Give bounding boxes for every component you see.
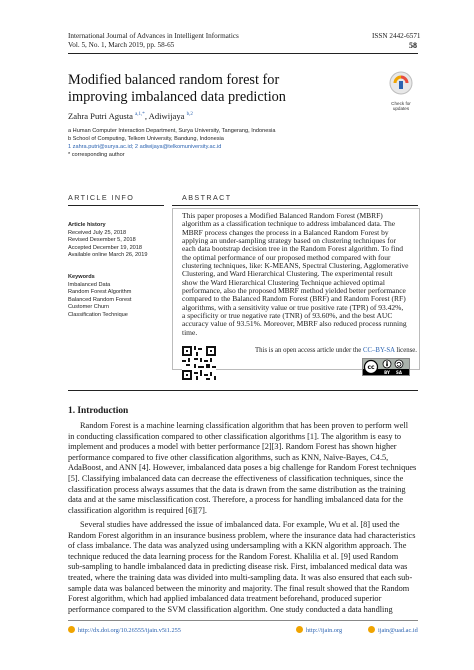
email-link[interactable]: ijain@uad.ac.id xyxy=(378,627,418,634)
keyword-item: Classification Technique xyxy=(68,311,128,318)
footer-web[interactable] xyxy=(296,626,342,634)
journal-issue: Vol. 5, No. 1, March 2019, pp. 58-65 xyxy=(68,41,175,49)
qr-code[interactable] xyxy=(182,346,216,380)
abstract-line: MBRF process changes the process in a Balanced Random Forest by xyxy=(182,227,389,237)
abstract-line: algorithms, with a sensitivity value or true positive rate (TPR) of 93.42%, xyxy=(182,302,404,312)
intro-line: performance compared to the SVM classification algorithm. One study conducted a data handling xyxy=(68,604,393,614)
license-statement xyxy=(255,347,417,354)
sa-label: SA xyxy=(396,370,402,375)
abstract-rule xyxy=(172,205,418,206)
abstract-heading: ABSTRACT xyxy=(182,193,232,202)
author-emails[interactable]: 1 zahra.putri@surya.ac.id; 2 adiwijaya@telkomuniversity.ac.id xyxy=(68,144,222,150)
by-label: BY xyxy=(384,370,390,375)
page-number: 58 xyxy=(409,41,417,50)
cc-label: cc xyxy=(367,364,375,372)
intro-line: sub-sampling to handle imbalanced data in predicting disease risk. First, imbalanced medical data was xyxy=(68,562,408,572)
abstract-line: show the Ward Hierarchical Clustering Technique achieved optimal xyxy=(182,277,385,287)
keyword-item: Customer Churn xyxy=(68,304,110,311)
article-history-label: Article history xyxy=(68,222,106,228)
intro-line: of class imbalance. The data was analyzed using undersampling with a KKN algorithm approach. The xyxy=(68,541,407,551)
doi-link[interactable]: http://dx.doi.org/10.26555/ijain.v5i1.255 xyxy=(78,627,181,634)
abstract-text xyxy=(182,212,412,337)
intro-line: [5]. Classifying imbalanced data can decrease the effectiveness of classification techniques, since the xyxy=(68,473,404,483)
abstract-line: performance, also the proposed MBRF method yielded better performance xyxy=(182,286,406,296)
abstract-line: a specificity or true negative rate (TNR) of 93.60%, and the best AUC xyxy=(182,311,393,321)
intro-line: performance compared to five other classification algorithms, such as KNN, Naïve-Bayes, C4.5, xyxy=(68,452,389,462)
license-link[interactable]: CC–BY-SA xyxy=(362,347,395,354)
abstract-line: algorithm as a classification technique to address imbalanced data. The xyxy=(182,219,396,229)
author-1: Zahra Putri Agusta xyxy=(68,111,136,121)
history-accepted: Accepted December 19, 2018 xyxy=(68,244,143,251)
cc-by-sa-icon xyxy=(363,359,409,375)
keyword-item: Imbalanced Data xyxy=(68,281,111,288)
intro-line: AdaBoost, and ANN [4]. However, imbalanced data poses a big challenge for Random Forest techniques xyxy=(68,463,417,473)
author-list xyxy=(68,111,193,121)
author-separator: , xyxy=(144,111,149,121)
front-matter-rule xyxy=(68,390,418,391)
article-history xyxy=(68,222,168,260)
intro-line: implement and produces a model with better performance [2][3]. Random Forest has shown higher xyxy=(68,442,397,452)
author-2: Adiwijaya xyxy=(148,111,187,121)
issn: ISSN 2442-6571 xyxy=(372,32,421,40)
abstract-line: time. xyxy=(182,327,198,337)
check-updates-line2: updates xyxy=(392,106,410,111)
history-revised: Revised Desember 5, 2018 xyxy=(68,237,136,244)
abstract-line: Clustering, and Ward Hierarchical Clustering. The experimental result xyxy=(182,269,393,279)
intro-paragraph-2 xyxy=(68,520,418,615)
license-pre: This is an open access article under the xyxy=(255,347,363,354)
affiliation-b: b School of Computing, Telkom University, Bandung, Indonesia xyxy=(68,136,224,142)
footer-doi[interactable] xyxy=(68,626,181,634)
intro-line: Several studies have addressed the issue of imbalanced data. For example, Wu et al. [8] used the xyxy=(80,520,400,529)
web-link[interactable]: http://ijain.org xyxy=(306,627,343,634)
affiliation-a: a Human Computer Interaction Department, Surya University, Tangerang, Indonesia xyxy=(68,128,276,134)
globe-icon xyxy=(296,626,303,633)
footer-email[interactable] xyxy=(368,626,418,634)
abstract-line: applying an under-sampling strategy based on clustering techniques for xyxy=(182,236,396,246)
abstract-line: This paper proposes a Modified Balanced Random Forest (MBRF) xyxy=(182,211,383,220)
abstract-line: the optimal performance of our proposed method compared with four xyxy=(182,252,391,262)
abstract-line: accuracy value of 93.51%. Moreover, MBRF also reduced process running xyxy=(182,319,407,329)
header-rule xyxy=(68,53,418,54)
intro-line: treated, where the training data was divided into multi-sampling data. It was also ensured that each sub- xyxy=(68,572,413,582)
license-post: license. xyxy=(394,347,417,354)
keywords-label: Keywords xyxy=(68,274,95,280)
journal-name: International Journal of Advances in Intelligent Informatics xyxy=(68,32,239,40)
author-1-affiliation[interactable]: a,1,* xyxy=(135,112,145,118)
intro-line: classification process always assumes that the data is drawn from the same distribution as the training xyxy=(68,484,406,494)
intro-paragraph-1 xyxy=(68,421,418,516)
intro-line: in conducting classification compared to other classification algorithms [1]. The algorithm is easy to xyxy=(68,431,402,441)
intro-line: sample data was balanced between the minority and majority. The final result showed that the Random xyxy=(68,583,410,593)
introduction-heading: 1. Introduction xyxy=(68,406,129,416)
intro-line: classification algorithm is required [6][7]. xyxy=(68,505,207,515)
abstract-line: compared to the Balanced Random Forest (BRF) and Random Forest (RF) xyxy=(182,294,406,304)
article-info-heading: ARTICLE INFO xyxy=(68,193,135,202)
check-updates-icon xyxy=(386,70,416,96)
footer-rule xyxy=(68,620,418,621)
paper-title: Modified balanced random forest for improving imbalanced data prediction xyxy=(68,72,286,105)
intro-line: Random Forest is a machine learning classification algorithm that has been proven to perform well xyxy=(80,421,409,430)
abstract-line: each data bootstrap decision tree in the Random Forest algorithm. To find xyxy=(182,244,403,254)
keyword-item: Random Forest Algorithm xyxy=(68,289,132,296)
email-icon xyxy=(368,626,375,633)
keywords xyxy=(68,274,168,320)
intro-line: Forest algorithm, which had applied imbalanced data treatment beforehand, produced superior xyxy=(68,594,382,604)
keyword-item: Balanced Random Forest xyxy=(68,296,132,303)
abstract-line: clustering techniques, like: K-MEANS, Spectral Clustering, Agglomerative xyxy=(182,261,409,271)
intro-line: Random Forest algorithm in an insurance business problem, where the insurance data had characteristics xyxy=(68,530,416,540)
intro-line: data and at the same misclassification cost. Therefore, a process for handling imbalanced data for the xyxy=(68,495,404,505)
qr-code-icon xyxy=(182,346,216,380)
check-updates-line1: Check for xyxy=(391,101,411,106)
check-for-updates-badge[interactable] xyxy=(386,70,416,110)
history-online: Available online March 26, 2019 xyxy=(68,252,148,259)
intro-line: technique reduced the data learning process for the Random Forest. Khalilia et al. [9] used Random xyxy=(68,551,399,561)
corresponding-author-note: * corresponding author xyxy=(68,152,125,158)
author-2-affiliation[interactable]: b,2 xyxy=(186,112,193,118)
doi-icon xyxy=(68,626,75,633)
history-received: Received July 25, 2018 xyxy=(68,229,127,236)
article-info-rule xyxy=(68,205,164,206)
cc-license-badge[interactable] xyxy=(362,358,410,376)
